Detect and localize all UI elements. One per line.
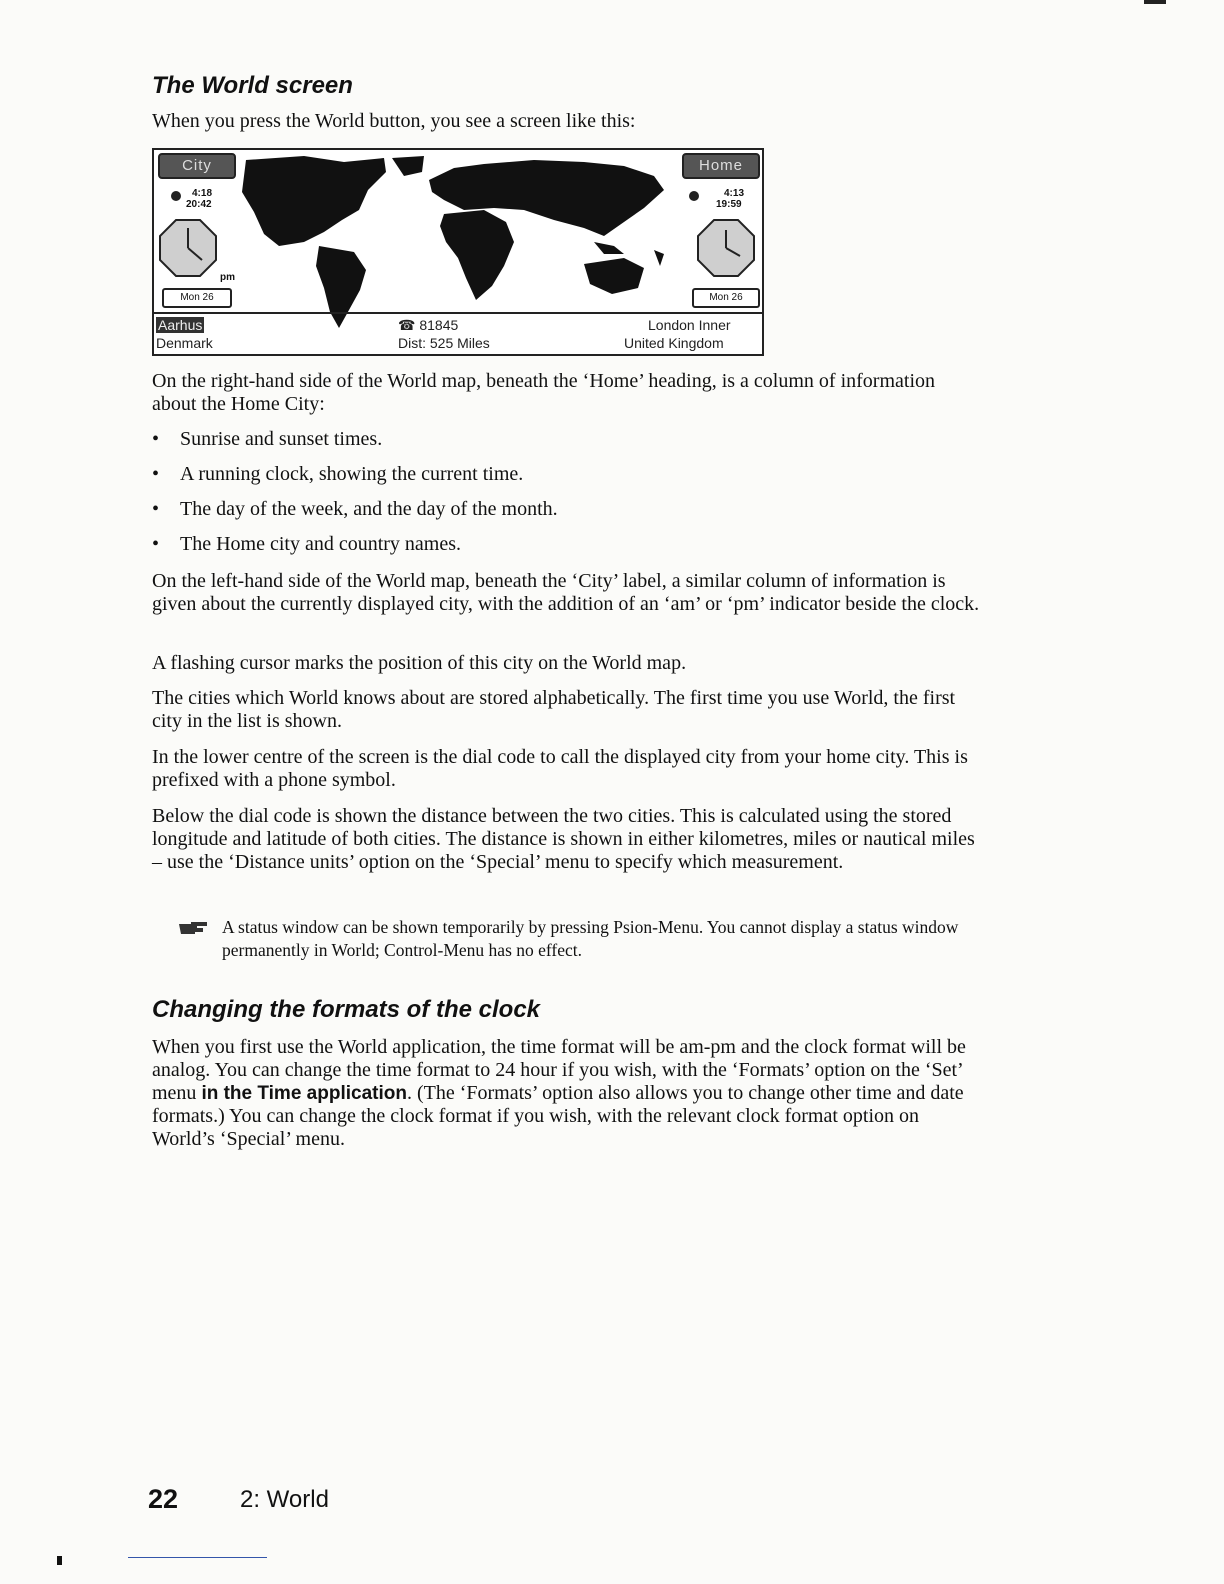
dial-code: 81845 xyxy=(419,317,459,333)
home-sunset-time: 19:59 xyxy=(716,199,742,210)
corner-mark xyxy=(57,1556,62,1565)
home-city-name: London Inner xyxy=(648,317,731,333)
clock-formats-paragraph: When you first use the World application, the time format will be am-pm and the clock format will be analog. You can change the time format to 24 hour if you wish, with the ‘Formats’ option on the ‘Set’ menu in the Time application. (The ‘Formats’ option also allows you to change other time and date formats.) You can change the clock format if you wish, with the relevant clock format option on World’s ‘Special’ menu. xyxy=(152,1036,966,1150)
home-column-paragraph: On the right-hand side of the World map, beneath the ‘Home’ heading, is a column of information about the Home City: xyxy=(152,370,935,415)
home-date-box: Mon 26 xyxy=(692,288,760,308)
section-heading-world-screen: The World screen xyxy=(152,72,353,99)
phone-icon: ☎ xyxy=(398,317,416,333)
city-country: Denmark xyxy=(156,335,213,351)
intro-paragraph: When you press the World button, you see a screen like this: xyxy=(152,110,636,132)
manual-page: The World screen When you press the World button, you see a screen like this: City Home 4:18 20:42 4:13 19:59 pm Mon 26 Mon 26 Aarhus Denmark ☎ 81845 Dist: 525 Miles London Inner United Kingdom On the right-hand side of the World map, beneath the ‘Home’ heading, is a column of information about the Home City: • Sunrise and sunset times. • A running clock, showing the current time. • The day of the week, and the day of the month. • The Home city and country names. On the left-hand side of the World map, beneath the ‘City’ label, a similar column of information is given about the currently displayed city, with the addition of an ‘am’ or ‘pm’ indicator beside the clock. A flashing cursor marks the position of this city on the World map. The cities which World knows about are stored alphabetically. The first time you use World, the first city in the list is shown. In the lower centre of the screen is the dial code to call the displayed city from your home city. This is prefixed with a phone symbol. Below the dial code is shown the distance between the two cities. This is calculated using the stored longitude and latitude of both cities. The distance is shown in either kilometres, miles or nautical miles – use the ‘Distance units’ option on the ‘Special’ menu to specify which measurement. A status window can be shown temporarily by pressing Psion-Menu. You cannot display a status window permanently in World; Control-Menu has no effect. Changing the formats of the clock When you first use the World application, the time format will be am-pm and the clock format will be analog. You can change the time format to 24 hour if you wish, with the ‘Formats’ option on the ‘Set’ menu in the Time application. (The ‘Formats’ option also allows you to change other time and date formats.) You can change the clock format if you wish, with the relevant clock format option on World’s ‘Special’ menu. 22 2: World xyxy=(0,0,1224,1584)
home-country: United Kingdom xyxy=(624,335,724,351)
cursor-paragraph: A flashing cursor marks the position of this city on the World map. xyxy=(152,652,687,674)
bottom-rule xyxy=(128,1557,267,1558)
home-sunrise-time: 4:13 xyxy=(724,188,745,199)
alphabetical-paragraph: The cities which World knows about are stored alphabetically. The first time you use World, the first city in the list is shown. xyxy=(152,687,956,732)
top-edge-mark xyxy=(1144,0,1166,4)
city-button[interactable]: City xyxy=(158,153,236,179)
page-number: 22 xyxy=(148,1484,179,1514)
city-column-paragraph: On the left-hand side of the World map, beneath the ‘City’ label, a similar column of information is given about the currently displayed city, with the addition of an ‘am’ or ‘pm’ indicator beside the clock. xyxy=(152,570,980,615)
dial-code-paragraph: In the lower centre of the screen is the dial code to call the displayed city from your home city. This is prefixed with a phone symbol. xyxy=(152,746,968,791)
pointing-hand-icon xyxy=(177,918,213,938)
section-heading-clock-formats: Changing the formats of the clock xyxy=(152,996,541,1023)
distance-paragraph: Below the dial code is shown the distance between the two cities. This is calculated using the stored longitude and latitude of both cities. The distance is shown in either kilometres, miles or nautical miles – use the ‘Distance units’ option on the ‘Special’ menu to specify which measurement. xyxy=(152,805,975,873)
distance-readout: Dist: 525 Miles xyxy=(398,335,490,351)
status-window-note: A status window can be shown temporarily by pressing Psion-Menu. You cannot display a status window permanently in World; Control-Menu has no effect. xyxy=(222,917,959,960)
selected-city-name[interactable]: Aarhus xyxy=(158,317,203,333)
status-bar xyxy=(154,312,762,356)
city-sunrise-time: 4:18 xyxy=(192,188,213,199)
home-button[interactable]: Home xyxy=(682,153,760,179)
chapter-title: 2: World xyxy=(240,1486,329,1513)
city-sunset-time: 20:42 xyxy=(186,199,212,210)
world-screen-illustration xyxy=(152,148,764,356)
city-ampm-indicator: pm xyxy=(220,272,235,283)
city-date-box: Mon 26 xyxy=(162,288,232,308)
